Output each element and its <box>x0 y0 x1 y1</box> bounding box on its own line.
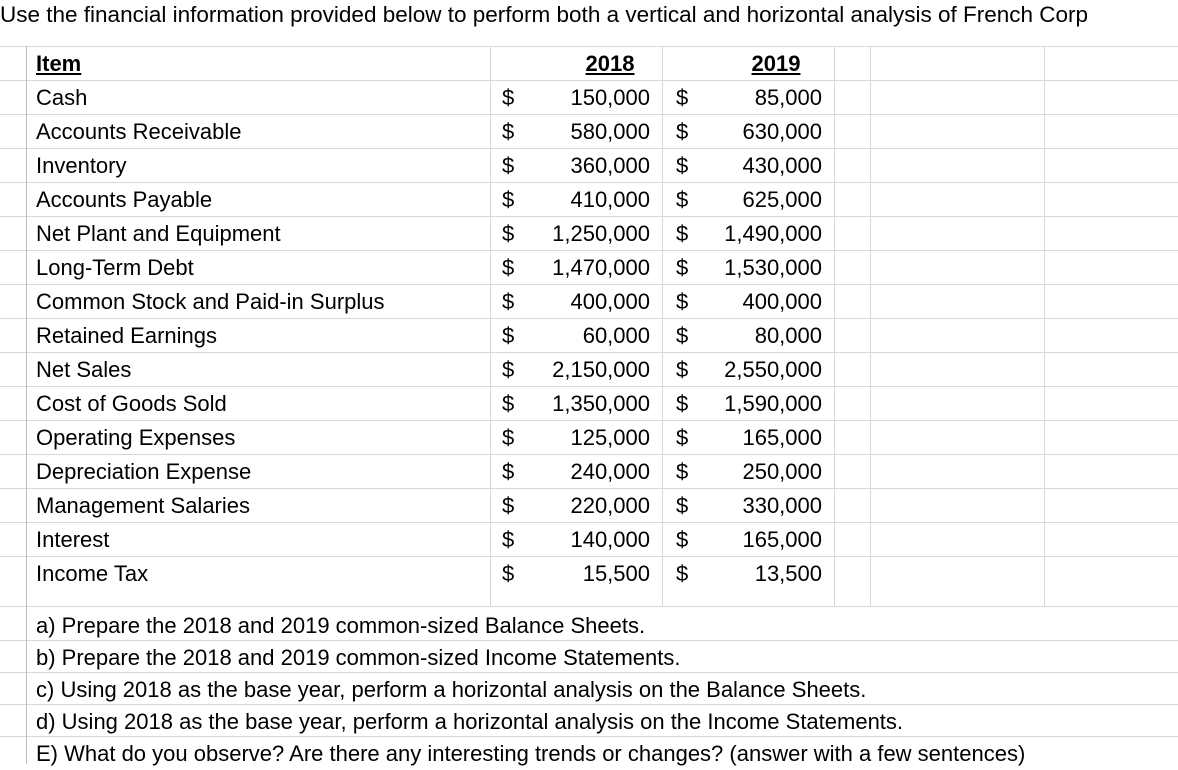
value-2019: 330,000 <box>742 493 822 518</box>
value-2019: 165,000 <box>742 425 822 450</box>
currency-symbol-2019: $ <box>676 255 689 280</box>
currency-symbol-2018: $ <box>502 119 515 144</box>
value-2018: 15,500 <box>582 561 650 586</box>
value-2018: 125,000 <box>570 425 650 450</box>
question-d: d) Using 2018 as the base year, perform a horizontal analysis on the Income Statements. <box>36 709 904 734</box>
question-b: b) Prepare the 2018 and 2019 common-sized Income Statements. <box>36 645 681 670</box>
value-2019: 80,000 <box>754 323 822 348</box>
grid-line <box>0 606 1178 607</box>
row-item-label: Management Salaries <box>36 493 251 518</box>
header-2019: 2019 <box>751 51 801 76</box>
value-2018: 220,000 <box>570 493 650 518</box>
value-2018: 1,470,000 <box>552 255 650 280</box>
value-2019: 165,000 <box>742 527 822 552</box>
currency-symbol-2018: $ <box>502 561 515 586</box>
value-2019: 1,490,000 <box>724 221 822 246</box>
row-item-label: Long-Term Debt <box>36 255 194 280</box>
row-item-label: Operating Expenses <box>36 425 236 450</box>
table-row <box>0 352 1178 386</box>
table-row <box>0 386 1178 420</box>
currency-symbol-2018: $ <box>502 357 515 382</box>
question-c: c) Using 2018 as the base year, perform a horizontal analysis on the Balance Sheets. <box>36 677 867 702</box>
value-2018: 580,000 <box>570 119 650 144</box>
table-row <box>0 318 1178 352</box>
page-heading: Use the financial information provided below to perform both a vertical and horizontal analysis of French Corp <box>0 2 1089 27</box>
value-2019: 630,000 <box>742 119 822 144</box>
row-item-label: Common Stock and Paid-in Surplus <box>36 289 385 314</box>
currency-symbol-2018: $ <box>502 527 515 552</box>
table-row <box>0 148 1178 182</box>
currency-symbol-2018: $ <box>502 425 515 450</box>
value-2018: 150,000 <box>570 85 650 110</box>
table-row <box>0 284 1178 318</box>
currency-symbol-2019: $ <box>676 561 689 586</box>
header-2018: 2018 <box>585 51 635 76</box>
currency-symbol-2018: $ <box>502 459 515 484</box>
row-item-label: Cost of Goods Sold <box>36 391 227 416</box>
value-2019: 85,000 <box>754 85 822 110</box>
row-item-label: Accounts Payable <box>36 187 213 212</box>
value-2018: 1,250,000 <box>552 221 650 246</box>
table-row <box>0 216 1178 250</box>
currency-symbol-2019: $ <box>676 289 689 314</box>
value-2018: 400,000 <box>570 289 650 314</box>
table-row <box>0 454 1178 488</box>
currency-symbol-2018: $ <box>502 221 515 246</box>
table-row <box>0 114 1178 148</box>
currency-symbol-2018: $ <box>502 323 515 348</box>
table-row <box>0 250 1178 284</box>
currency-symbol-2018: $ <box>502 255 515 280</box>
value-2018: 410,000 <box>570 187 650 212</box>
value-2018: 240,000 <box>570 459 650 484</box>
currency-symbol-2019: $ <box>676 153 689 178</box>
value-2018: 360,000 <box>570 153 650 178</box>
value-2019: 1,530,000 <box>724 255 822 280</box>
row-item-label: Accounts Receivable <box>36 119 242 144</box>
currency-symbol-2019: $ <box>676 221 689 246</box>
currency-symbol-2019: $ <box>676 85 689 110</box>
currency-symbol-2018: $ <box>502 187 515 212</box>
value-2019: 2,550,000 <box>724 357 822 382</box>
row-item-label: Income Tax <box>36 561 149 586</box>
header-item: Item <box>36 51 82 76</box>
value-2019: 430,000 <box>742 153 822 178</box>
currency-symbol-2019: $ <box>676 493 689 518</box>
row-item-label: Interest <box>36 527 110 552</box>
table-row <box>0 556 1178 590</box>
currency-symbol-2018: $ <box>502 391 515 416</box>
currency-symbol-2019: $ <box>676 391 689 416</box>
currency-symbol-2019: $ <box>676 119 689 144</box>
currency-symbol-2019: $ <box>676 527 689 552</box>
currency-symbol-2019: $ <box>676 459 689 484</box>
row-item-label: Depreciation Expense <box>36 459 252 484</box>
table-row <box>0 420 1178 454</box>
currency-symbol-2018: $ <box>502 289 515 314</box>
value-2019: 625,000 <box>742 187 822 212</box>
value-2018: 140,000 <box>570 527 650 552</box>
value-2018: 60,000 <box>582 323 650 348</box>
value-2018: 2,150,000 <box>552 357 650 382</box>
currency-symbol-2019: $ <box>676 323 689 348</box>
table-row <box>0 522 1178 556</box>
currency-symbol-2019: $ <box>676 187 689 212</box>
value-2018: 1,350,000 <box>552 391 650 416</box>
table-header-row <box>0 46 1178 80</box>
currency-symbol-2018: $ <box>502 493 515 518</box>
table-row <box>0 80 1178 114</box>
row-item-label: Net Plant and Equipment <box>36 221 281 246</box>
row-item-label: Retained Earnings <box>36 323 218 348</box>
table-row <box>0 488 1178 522</box>
value-2019: 250,000 <box>742 459 822 484</box>
value-2019: 13,500 <box>754 561 822 586</box>
currency-symbol-2019: $ <box>676 357 689 382</box>
question-e: E) What do you observe? Are there any interesting trends or changes? (answer with a few sentences) <box>36 741 1026 766</box>
value-2019: 400,000 <box>742 289 822 314</box>
row-item-label: Inventory <box>36 153 127 178</box>
question-a: a) Prepare the 2018 and 2019 common-sized Balance Sheets. <box>36 613 646 638</box>
row-item-label: Net Sales <box>36 357 132 382</box>
row-item-label: Cash <box>36 85 88 110</box>
currency-symbol-2018: $ <box>502 85 515 110</box>
currency-symbol-2019: $ <box>676 425 689 450</box>
value-2019: 1,590,000 <box>724 391 822 416</box>
currency-symbol-2018: $ <box>502 153 515 178</box>
table-row <box>0 182 1178 216</box>
